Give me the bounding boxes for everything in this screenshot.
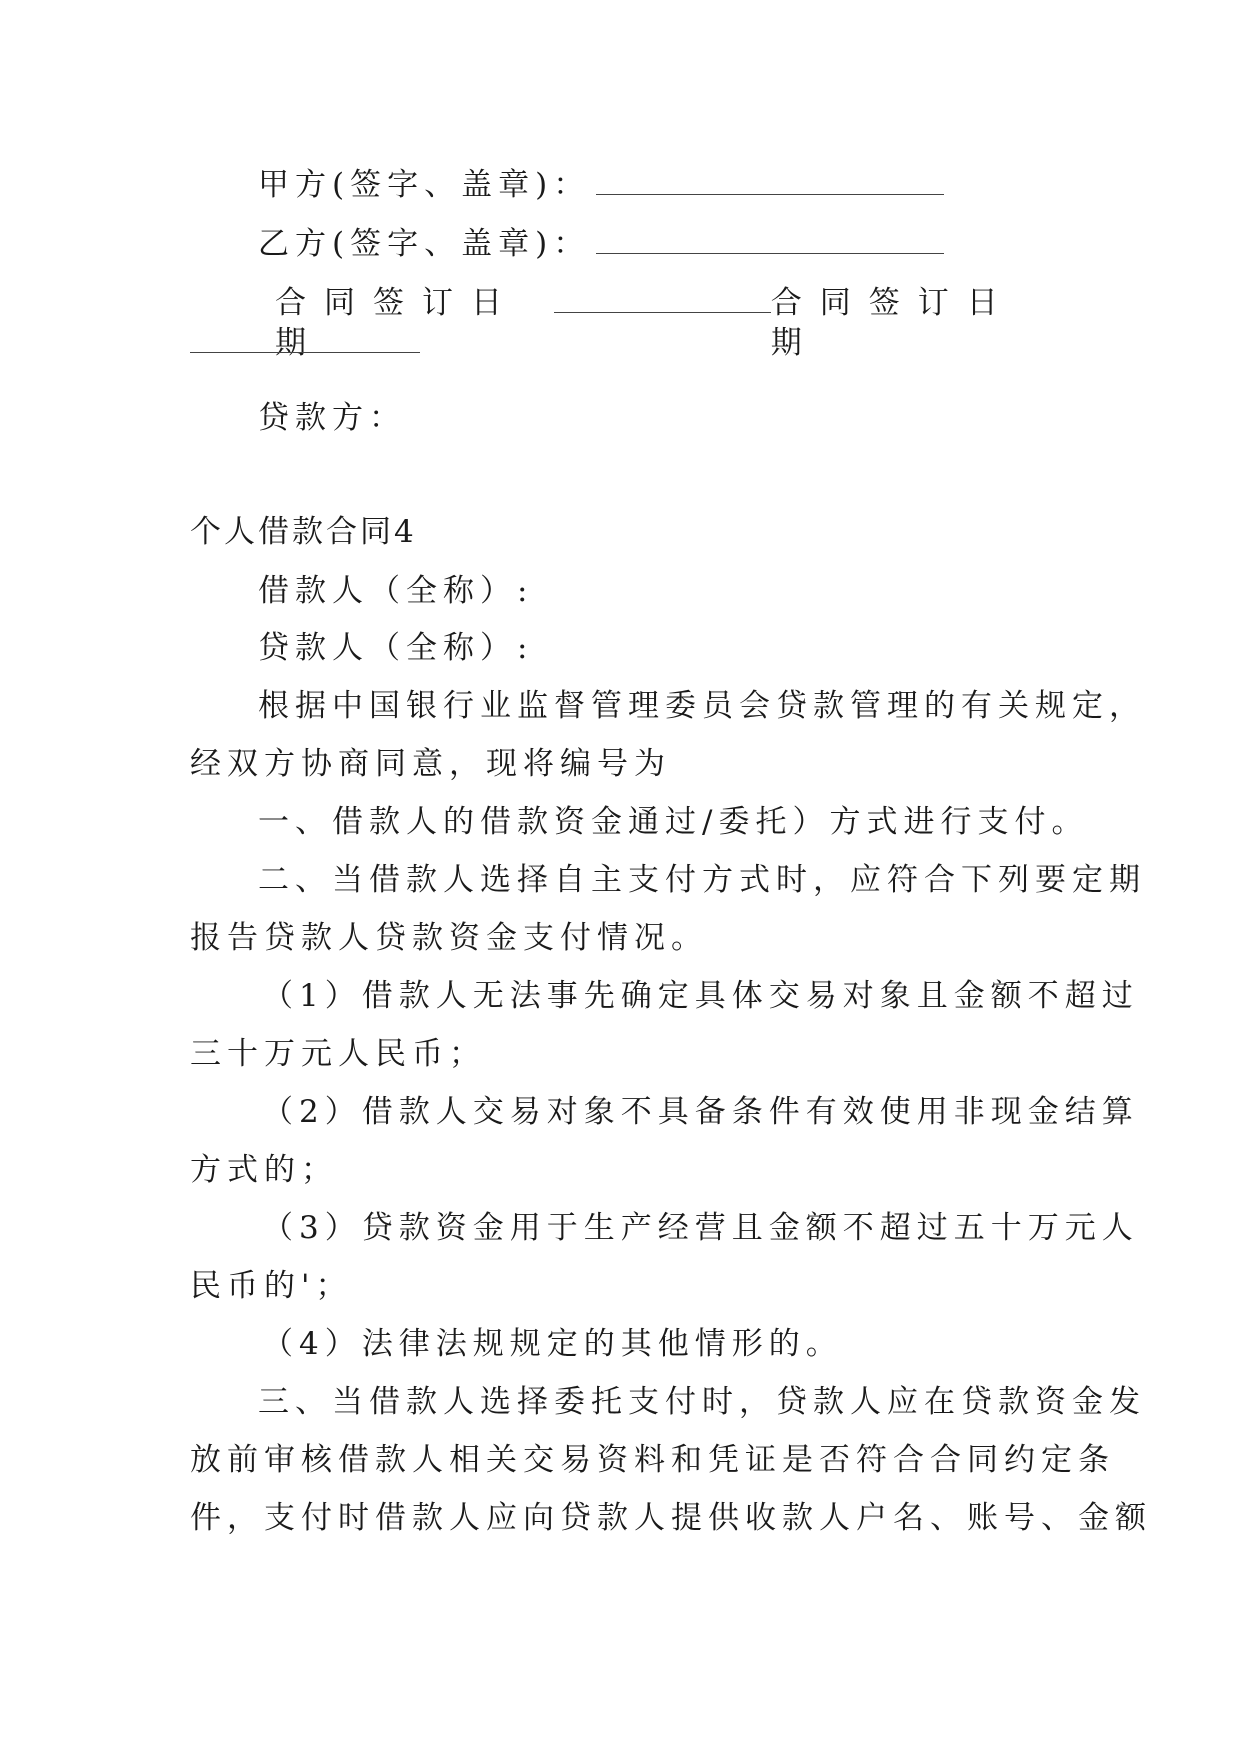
intro-paragraph-line-1: 根据中国银行业监督管理委员会贷款管理的有关规定， (258, 688, 1146, 724)
party-b-signature-blank (596, 227, 944, 254)
sign-date-label-2: 合同签订日期 (770, 285, 1016, 361)
item-2-line-1: （2）借款人交易对象不具备条件有效使用非现金结算 (262, 1094, 1139, 1130)
party-a-signature-line (258, 165, 944, 205)
sign-date-label: 合同签订日期 (275, 285, 520, 361)
item-3-line-2: 民币的'； (190, 1268, 353, 1304)
clause-2-line-1: 二、当借款人选择自主支付方式时，应符合下列要定期 (258, 862, 1146, 898)
sign-date-line (275, 283, 1050, 363)
clause-3-line-3: 件，支付时借款人应向贷款人提供收款人户名、账号、金额 (190, 1500, 1152, 1536)
contract-title: 个人借款合同4 (190, 514, 417, 550)
item-1-line-2: 三十万元人民币； (190, 1036, 486, 1072)
sign-date-blank (554, 286, 771, 313)
item-4: （4）法律法规规定的其他情形的。 (262, 1326, 843, 1362)
clause-3-line-2: 放前审核借款人相关交易资料和凭证是否符合合同约定条 (190, 1442, 1115, 1478)
party-b-label: 乙方(签字、盖章)： (258, 226, 591, 262)
clause-1: 一、借款人的借款资金通过/委托）方式进行支付。 (258, 804, 1089, 840)
party-a-signature-blank (596, 168, 944, 195)
lender-field: 贷款人（全称）: (258, 630, 534, 666)
party-a-label: 甲方(签字、盖章)： (258, 167, 591, 203)
sign-date-blank-2 (190, 352, 420, 353)
lender-signature-label: 贷款方： (258, 400, 406, 436)
clause-3-line-1: 三、当借款人选择委托支付时，贷款人应在贷款资金发 (258, 1384, 1146, 1420)
party-b-signature-line (258, 224, 944, 264)
intro-paragraph-line-2: 经双方协商同意，现将编号为 (190, 746, 671, 782)
borrower-field: 借款人（全称）: (258, 573, 534, 609)
item-2-line-2: 方式的； (190, 1152, 338, 1188)
item-1-line-1: （1）借款人无法事先确定具体交易对象且金额不超过 (262, 978, 1139, 1014)
clause-2-line-2: 报告贷款人贷款资金支付情况。 (190, 920, 708, 956)
item-3-line-1: （3）贷款资金用于生产经营且金额不超过五十万元人 (262, 1210, 1139, 1246)
